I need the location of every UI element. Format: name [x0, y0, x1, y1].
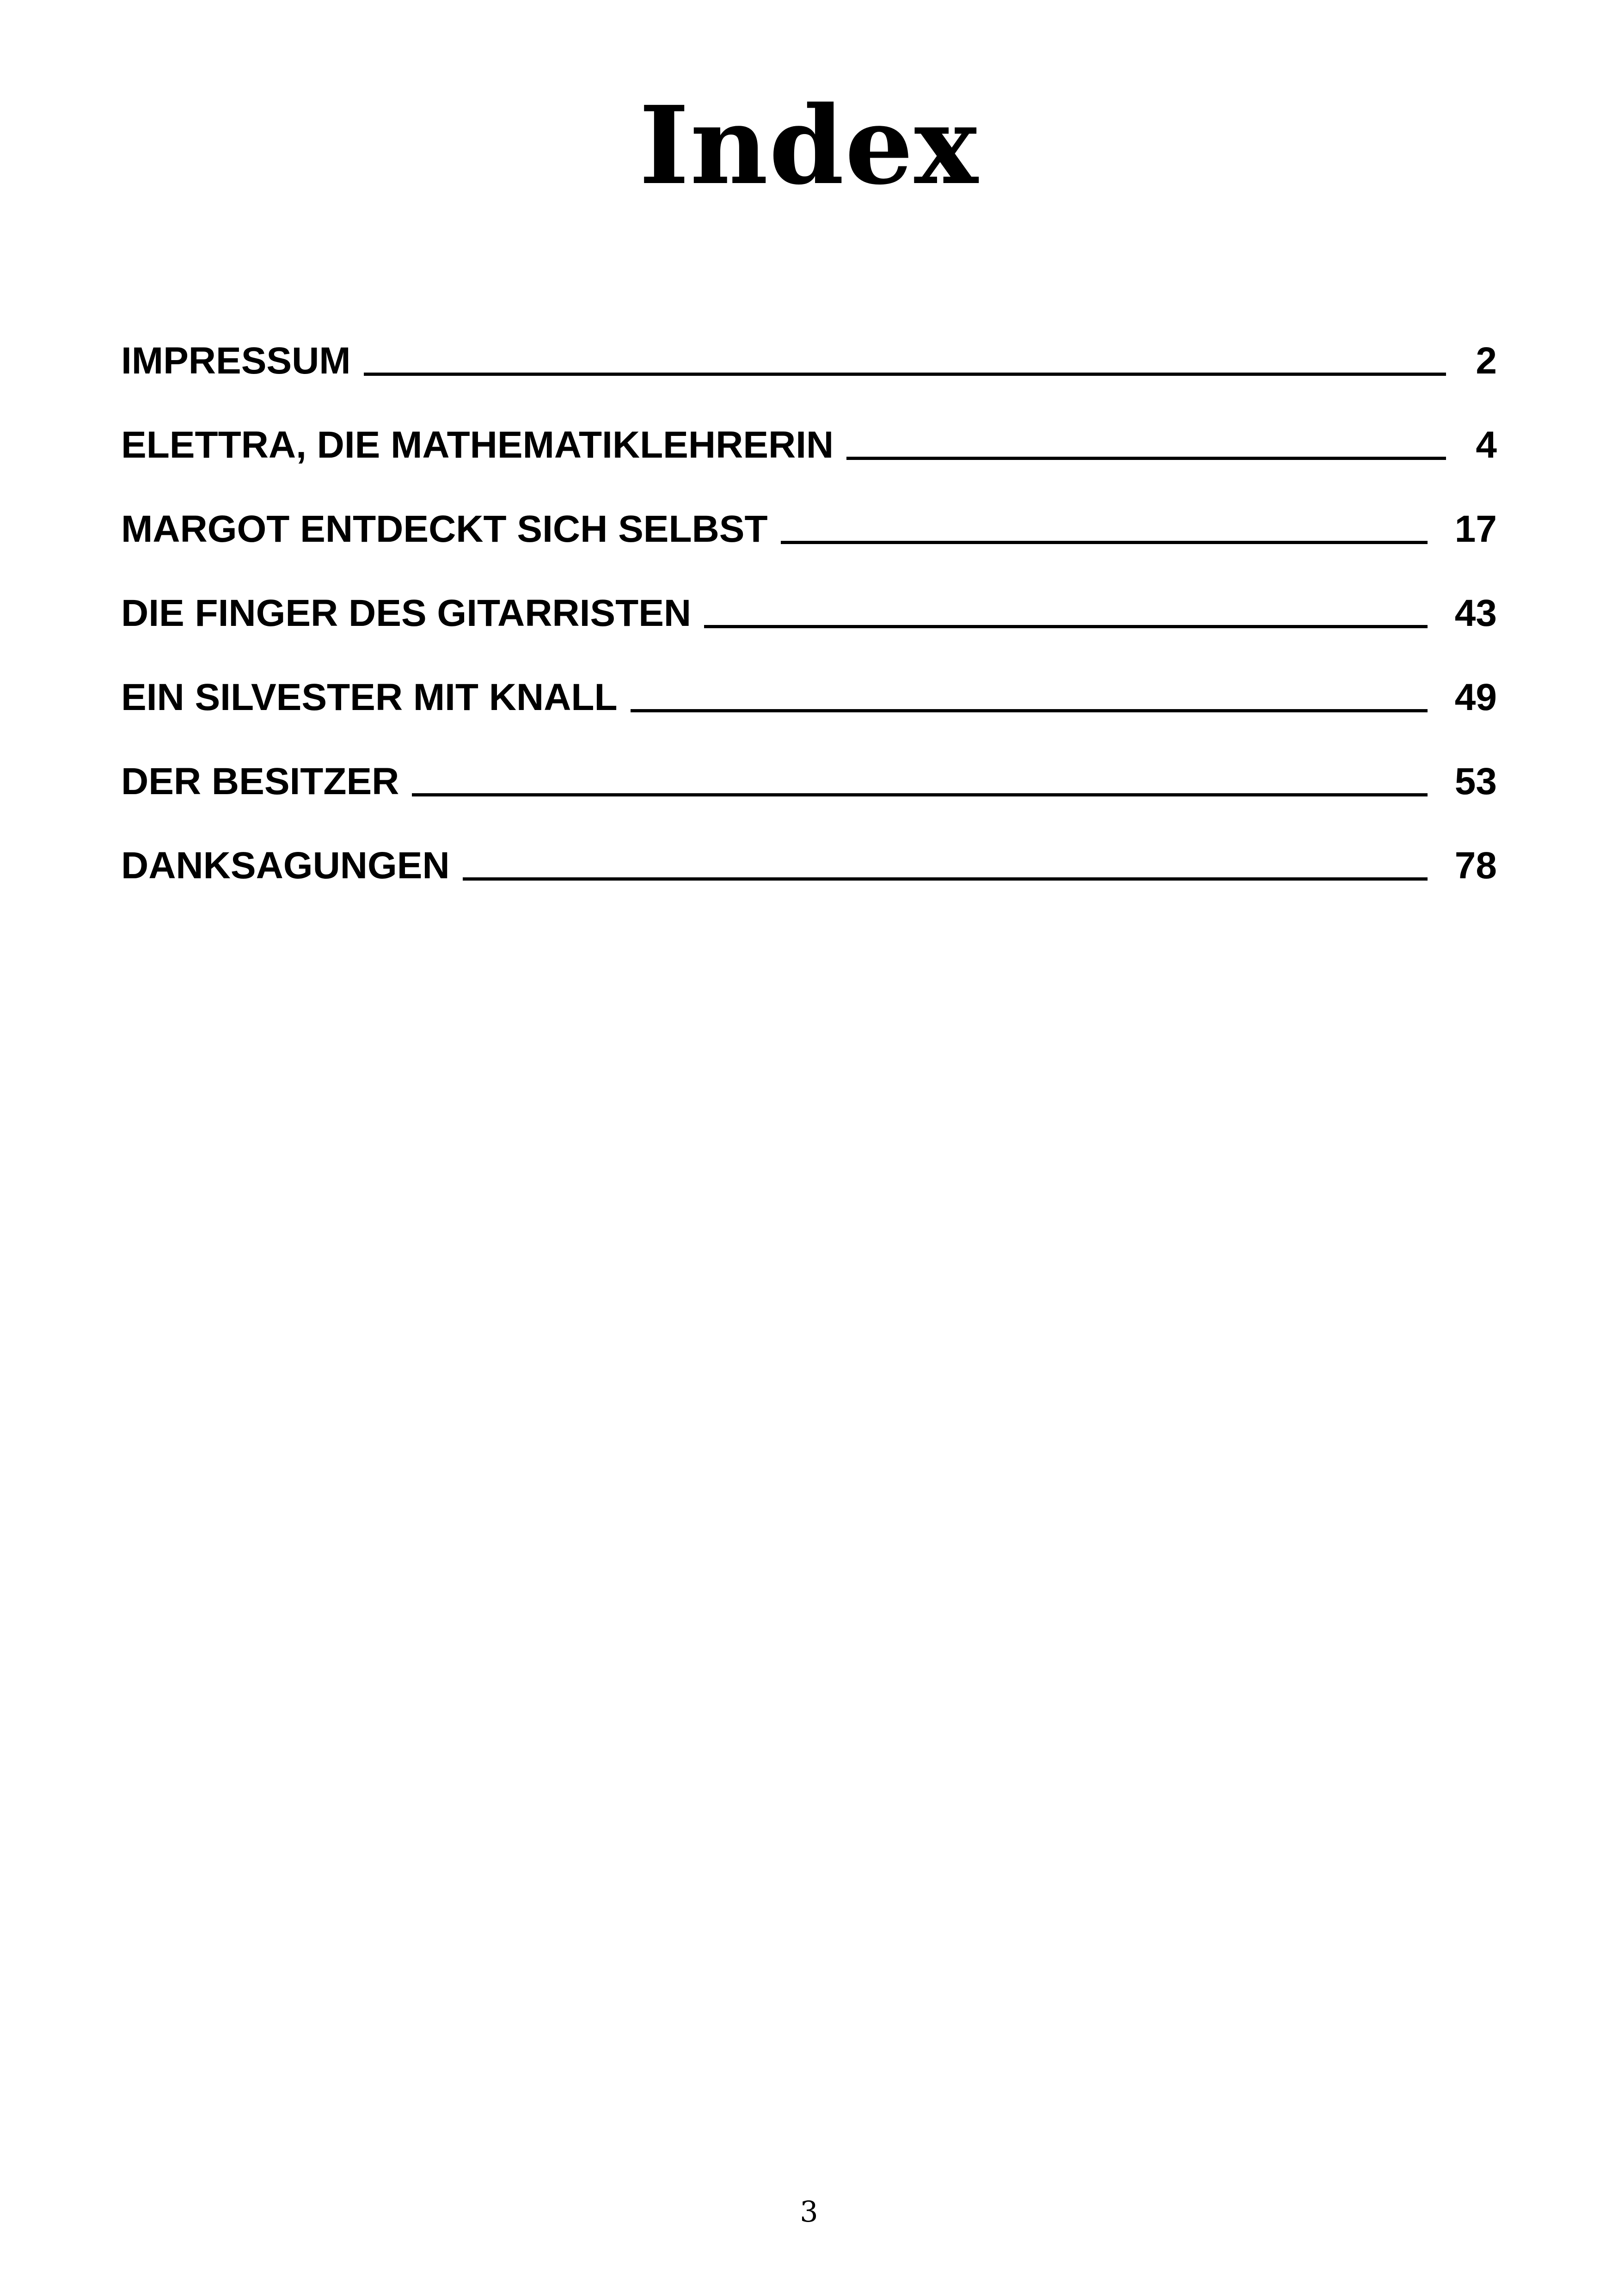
toc-entry-finger[interactable]: [121, 571, 1497, 655]
toc-entry-besitzer[interactable]: [121, 740, 1497, 824]
toc-leader-line: [846, 457, 1446, 460]
toc-leader-line: [463, 877, 1428, 881]
toc-entry-page: 4: [1476, 424, 1497, 466]
toc-leader-line: [364, 373, 1446, 376]
toc-entry-label: DER BESITZER: [121, 760, 399, 802]
page-title: Index: [639, 82, 979, 208]
toc-entry-label: IMPRESSUM: [121, 340, 351, 382]
toc-entry-silvester[interactable]: [121, 655, 1497, 740]
toc-leader-line: [631, 709, 1428, 712]
toc-entry-page: 17: [1454, 508, 1497, 550]
toc-entry-label: DANKSAGUNGEN: [121, 845, 450, 887]
toc-entry-page: 53: [1454, 760, 1497, 802]
toc-entry-elettra[interactable]: [121, 403, 1497, 487]
toc-leader-line: [781, 541, 1428, 544]
toc-entry-page: 78: [1454, 845, 1497, 887]
toc-entry-danksagungen[interactable]: [121, 824, 1497, 908]
toc-entry-label: ELETTRA, DIE MATHEMATIKLEHRERIN: [121, 424, 834, 466]
page-number: 3: [800, 2195, 818, 2229]
toc-entry-margot[interactable]: [121, 487, 1497, 571]
table-of-contents: [121, 319, 1497, 908]
toc-entry-impressum[interactable]: [121, 319, 1497, 403]
toc-entry-label: EIN SILVESTER MIT KNALL: [121, 676, 618, 718]
toc-entry-label: MARGOT ENTDECKT SICH SELBST: [121, 508, 768, 550]
toc-entry-page: 43: [1454, 592, 1497, 634]
toc-leader-line: [704, 625, 1428, 628]
toc-leader-line: [412, 793, 1428, 796]
toc-entry-page: 49: [1454, 676, 1497, 718]
toc-entry-page: 2: [1476, 340, 1497, 382]
toc-entry-label: DIE FINGER DES GITARRISTEN: [121, 592, 692, 634]
